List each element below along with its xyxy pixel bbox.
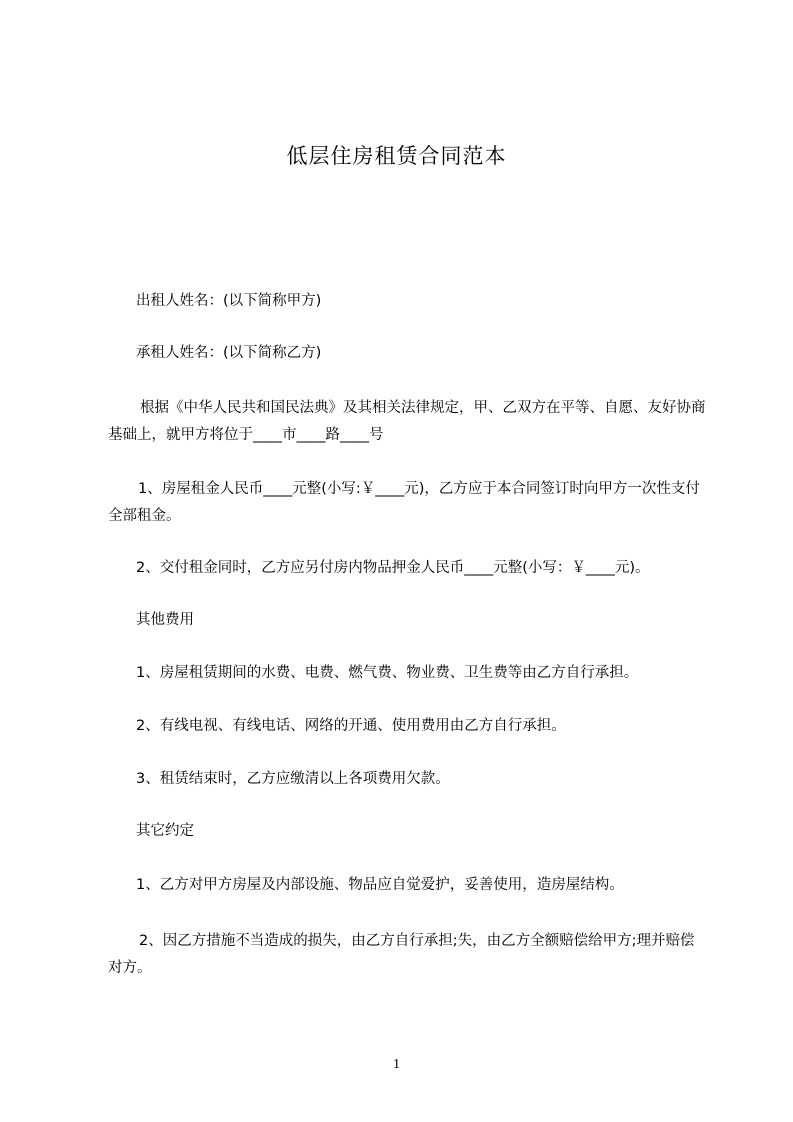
other-fees-item: 1、房屋租赁期间的水费、电费、燃气费、物业费、卫生费等由乙方自行承担。 xyxy=(136,665,639,681)
clause-rent: 1、房屋租金人民币____元整(小写:￥____元)，乙方应于本合同签订时向甲方一次性支付全部租金。 xyxy=(108,481,700,524)
preamble-paragraph: 根据《中华人民共和国民法典》及其相关法律规定，甲、乙双方在平等、自愿、友好协商基础上，就甲方将位于____市____路____号 xyxy=(108,400,706,443)
document-title: 低层住房租赁合同范本 xyxy=(286,144,507,168)
other-terms-item: 1、乙方对甲方房屋及内部设施、物品应自觉爱护，妥善使用，造房屋结构。 xyxy=(136,877,624,893)
page-number: 1 xyxy=(393,1057,400,1072)
other-fees-heading: 其他费用 xyxy=(136,612,194,628)
other-fees-item: 3、租赁结束时，乙方应缴清以上各项费用欠款。 xyxy=(136,771,450,787)
clause-deposit: 2、交付租金同时，乙方应另付房内物品押金人民币____元整(小写：￥____元)。 xyxy=(136,560,650,576)
other-fees-item: 2、有线电视、有线电话、网络的开通、使用费用由乙方自行承担。 xyxy=(136,718,566,734)
lessor-line: 出租人姓名：(以下简称甲方) xyxy=(136,293,322,309)
other-terms-heading: 其它约定 xyxy=(136,823,194,839)
other-terms-item: 2、因乙方措施不当造成的损失，由乙方自行承担;失，由乙方全额赔偿给甲方;理并赔偿对方。 xyxy=(108,933,695,976)
lessee-line: 承租人姓名：(以下简称乙方) xyxy=(136,345,322,361)
